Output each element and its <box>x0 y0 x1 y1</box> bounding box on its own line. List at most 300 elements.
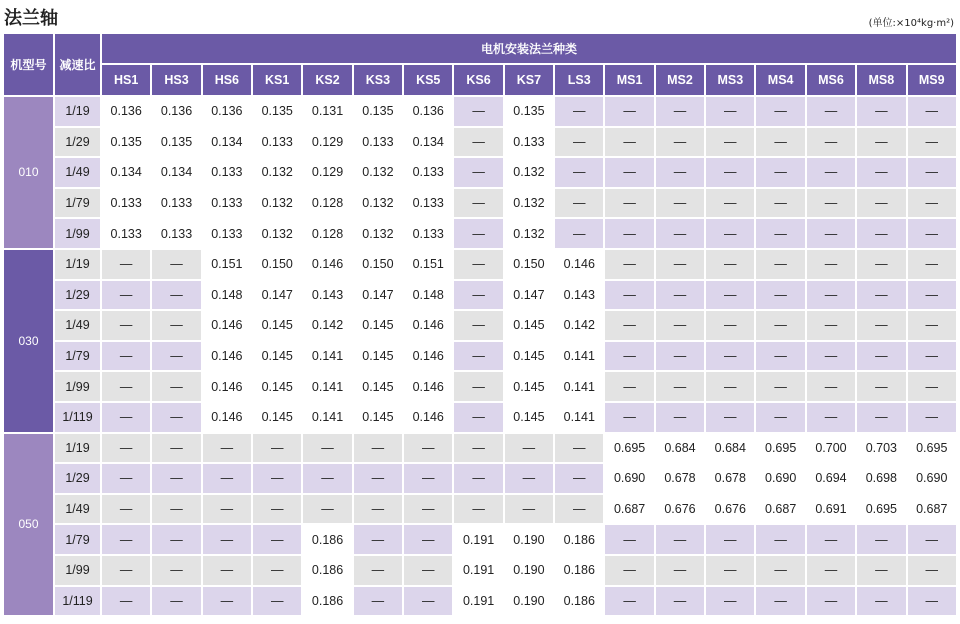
value-cell: 0.678 <box>656 464 704 493</box>
value-cell: 0.146 <box>404 342 452 371</box>
value-cell: — <box>253 525 301 554</box>
value-cell: — <box>253 495 301 524</box>
value-cell: — <box>102 281 150 310</box>
value-cell: 0.136 <box>404 97 452 126</box>
ratio-header: 减速比 <box>55 34 100 95</box>
value-cell: 0.691 <box>807 495 855 524</box>
flange-type-header: 电机安装法兰种类 <box>102 34 956 63</box>
table-row <box>4 128 956 157</box>
table-row <box>4 189 956 218</box>
value-cell: 0.690 <box>605 464 653 493</box>
value-cell: 0.143 <box>303 281 351 310</box>
value-cell: 0.134 <box>203 128 251 157</box>
value-cell: — <box>756 219 804 248</box>
value-cell: — <box>354 587 402 616</box>
value-cell: 0.190 <box>505 525 553 554</box>
value-cell: — <box>354 525 402 554</box>
value-cell: — <box>656 219 704 248</box>
value-cell: 0.700 <box>807 434 855 463</box>
value-cell: — <box>908 525 957 554</box>
value-cell: 0.133 <box>152 219 200 248</box>
value-cell: — <box>152 281 200 310</box>
value-cell: 0.141 <box>555 372 603 401</box>
ratio-cell: 1/19 <box>55 250 100 279</box>
value-cell: — <box>807 556 855 585</box>
value-cell: — <box>807 587 855 616</box>
value-cell: — <box>203 434 251 463</box>
value-cell: 0.133 <box>354 128 402 157</box>
model-cell: 050 <box>4 434 53 616</box>
value-cell: — <box>908 587 957 616</box>
value-cell: 0.135 <box>253 97 301 126</box>
table-row <box>4 464 956 493</box>
value-cell: — <box>152 342 200 371</box>
value-cell: 0.190 <box>505 587 553 616</box>
value-cell: — <box>756 189 804 218</box>
table-row <box>4 372 956 401</box>
value-cell: 0.145 <box>354 403 402 432</box>
value-cell: — <box>706 189 754 218</box>
table-row <box>4 525 956 554</box>
value-cell: 0.147 <box>253 281 301 310</box>
value-cell: — <box>303 495 351 524</box>
value-cell: 0.146 <box>404 403 452 432</box>
value-cell: 0.133 <box>404 189 452 218</box>
ratio-cell: 1/19 <box>55 434 100 463</box>
value-cell: — <box>152 587 200 616</box>
ratio-cell: 1/99 <box>55 556 100 585</box>
value-cell: — <box>605 250 653 279</box>
value-cell: 0.132 <box>253 219 301 248</box>
value-cell: — <box>454 342 502 371</box>
value-cell: 0.145 <box>505 342 553 371</box>
value-cell: — <box>303 464 351 493</box>
value-cell: — <box>908 372 957 401</box>
value-cell: — <box>756 556 804 585</box>
value-cell: — <box>807 525 855 554</box>
ratio-cell: 1/79 <box>55 189 100 218</box>
value-cell: — <box>857 525 905 554</box>
value-cell: — <box>756 128 804 157</box>
value-cell: 0.146 <box>404 372 452 401</box>
value-cell: 0.146 <box>404 311 452 340</box>
table-row <box>4 587 956 616</box>
value-cell: 0.135 <box>102 128 150 157</box>
value-cell: — <box>555 495 603 524</box>
value-cell: — <box>807 219 855 248</box>
value-cell: — <box>908 342 957 371</box>
inertia-table <box>2 32 958 617</box>
header-bar <box>0 0 960 32</box>
value-cell: — <box>605 556 653 585</box>
ratio-cell: 1/99 <box>55 372 100 401</box>
value-cell: 0.132 <box>354 158 402 187</box>
value-cell: — <box>102 587 150 616</box>
value-cell: — <box>756 342 804 371</box>
value-cell: — <box>807 189 855 218</box>
value-cell: 0.134 <box>102 158 150 187</box>
value-cell: — <box>605 525 653 554</box>
value-cell: 0.145 <box>354 342 402 371</box>
value-cell: 0.133 <box>102 219 150 248</box>
value-cell: 0.186 <box>555 525 603 554</box>
ratio-cell: 1/29 <box>55 281 100 310</box>
value-cell: 0.146 <box>203 403 251 432</box>
value-cell: 0.141 <box>303 403 351 432</box>
value-cell: — <box>706 342 754 371</box>
value-cell: — <box>354 464 402 493</box>
value-cell: — <box>756 250 804 279</box>
value-cell: — <box>857 189 905 218</box>
value-cell: 0.145 <box>505 403 553 432</box>
column-header-ks6: KS6 <box>454 65 502 95</box>
value-cell: 0.146 <box>555 250 603 279</box>
value-cell: — <box>102 434 150 463</box>
value-cell: — <box>102 372 150 401</box>
table-row <box>4 342 956 371</box>
value-cell: — <box>706 281 754 310</box>
value-cell: — <box>857 403 905 432</box>
value-cell: — <box>505 495 553 524</box>
value-cell: — <box>152 372 200 401</box>
column-header-ks7: KS7 <box>505 65 553 95</box>
table-row <box>4 219 956 248</box>
value-cell: — <box>354 495 402 524</box>
value-cell: — <box>203 525 251 554</box>
value-cell: — <box>656 97 704 126</box>
value-cell: 0.676 <box>706 495 754 524</box>
column-header-ms1: MS1 <box>605 65 653 95</box>
value-cell: 0.145 <box>354 311 402 340</box>
value-cell: — <box>404 556 452 585</box>
value-cell: — <box>807 372 855 401</box>
value-cell: 0.129 <box>303 158 351 187</box>
value-cell: 0.141 <box>303 372 351 401</box>
value-cell: — <box>908 250 957 279</box>
value-cell: — <box>454 311 502 340</box>
value-cell: 0.133 <box>152 189 200 218</box>
value-cell: — <box>404 464 452 493</box>
value-cell: — <box>857 311 905 340</box>
value-cell: — <box>454 434 502 463</box>
value-cell: 0.684 <box>706 434 754 463</box>
value-cell: 0.687 <box>756 495 804 524</box>
value-cell: — <box>555 128 603 157</box>
column-header-hs3: HS3 <box>152 65 200 95</box>
value-cell: — <box>756 372 804 401</box>
value-cell: — <box>454 403 502 432</box>
value-cell: — <box>656 556 704 585</box>
table-row <box>4 158 956 187</box>
value-cell: — <box>656 525 704 554</box>
value-cell: — <box>908 556 957 585</box>
value-cell: — <box>807 97 855 126</box>
column-header-ms3: MS3 <box>706 65 754 95</box>
value-cell: 0.133 <box>203 219 251 248</box>
value-cell: — <box>656 250 704 279</box>
table-row <box>4 495 956 524</box>
value-cell: 0.128 <box>303 189 351 218</box>
value-cell: 0.132 <box>505 219 553 248</box>
column-header-ks5: KS5 <box>404 65 452 95</box>
value-cell: — <box>807 342 855 371</box>
value-cell: 0.186 <box>303 556 351 585</box>
value-cell: 0.695 <box>857 495 905 524</box>
value-cell: 0.129 <box>303 128 351 157</box>
value-cell: 0.695 <box>756 434 804 463</box>
value-cell: — <box>454 281 502 310</box>
value-cell: 0.698 <box>857 464 905 493</box>
table-row <box>4 434 956 463</box>
value-cell: — <box>706 525 754 554</box>
value-cell: — <box>857 128 905 157</box>
value-cell: 0.141 <box>303 342 351 371</box>
value-cell: 0.146 <box>203 311 251 340</box>
value-cell: — <box>102 556 150 585</box>
value-cell: 0.190 <box>505 556 553 585</box>
value-cell: — <box>857 587 905 616</box>
value-cell: — <box>454 250 502 279</box>
value-cell: 0.132 <box>354 219 402 248</box>
value-cell: 0.136 <box>203 97 251 126</box>
value-cell: — <box>706 372 754 401</box>
value-cell: 0.690 <box>756 464 804 493</box>
ratio-cell: 1/49 <box>55 311 100 340</box>
ratio-cell: 1/99 <box>55 219 100 248</box>
value-cell: — <box>706 97 754 126</box>
value-cell: — <box>857 219 905 248</box>
value-cell: — <box>908 189 957 218</box>
value-cell: — <box>908 97 957 126</box>
value-cell: — <box>656 372 704 401</box>
value-cell: — <box>756 158 804 187</box>
model-cell: 030 <box>4 250 53 432</box>
value-cell: — <box>706 311 754 340</box>
column-header-ms6: MS6 <box>807 65 855 95</box>
value-cell: — <box>706 587 754 616</box>
value-cell: 0.150 <box>354 250 402 279</box>
value-cell: — <box>605 587 653 616</box>
column-header-hs1: HS1 <box>102 65 150 95</box>
value-cell: — <box>555 434 603 463</box>
value-cell: — <box>857 281 905 310</box>
value-cell: 0.678 <box>706 464 754 493</box>
value-cell: — <box>656 128 704 157</box>
value-cell: — <box>253 434 301 463</box>
ratio-cell: 1/49 <box>55 495 100 524</box>
value-cell: — <box>857 250 905 279</box>
value-cell: — <box>857 158 905 187</box>
value-cell: — <box>756 97 804 126</box>
value-cell: — <box>404 525 452 554</box>
column-header-ls3: LS3 <box>555 65 603 95</box>
value-cell: — <box>656 587 704 616</box>
value-cell: — <box>807 158 855 187</box>
value-cell: 0.186 <box>303 525 351 554</box>
value-cell: — <box>605 281 653 310</box>
value-cell: — <box>102 464 150 493</box>
value-cell: — <box>605 342 653 371</box>
value-cell: 0.150 <box>253 250 301 279</box>
value-cell: — <box>404 495 452 524</box>
value-cell: 0.133 <box>505 128 553 157</box>
value-cell: — <box>454 158 502 187</box>
value-cell: — <box>152 434 200 463</box>
value-cell: 0.145 <box>253 342 301 371</box>
value-cell: — <box>807 128 855 157</box>
value-cell: — <box>404 587 452 616</box>
column-header-ks1: KS1 <box>253 65 301 95</box>
table-row <box>4 556 956 585</box>
value-cell: 0.690 <box>908 464 957 493</box>
value-cell: — <box>203 587 251 616</box>
table-row <box>4 97 956 126</box>
value-cell: 0.694 <box>807 464 855 493</box>
value-cell: 0.134 <box>152 158 200 187</box>
value-cell: 0.145 <box>354 372 402 401</box>
value-cell: 0.687 <box>605 495 653 524</box>
value-cell: — <box>857 342 905 371</box>
value-cell: 0.143 <box>555 281 603 310</box>
value-cell: 0.134 <box>404 128 452 157</box>
value-cell: 0.132 <box>253 158 301 187</box>
value-cell: 0.684 <box>656 434 704 463</box>
value-cell: — <box>203 464 251 493</box>
value-cell: 0.132 <box>253 189 301 218</box>
value-cell: — <box>454 372 502 401</box>
column-header-hs6: HS6 <box>203 65 251 95</box>
value-cell: — <box>807 281 855 310</box>
value-cell: — <box>908 281 957 310</box>
column-header-ms8: MS8 <box>857 65 905 95</box>
value-cell: — <box>102 525 150 554</box>
value-cell: — <box>555 219 603 248</box>
value-cell: — <box>605 128 653 157</box>
value-cell: — <box>656 281 704 310</box>
value-cell: — <box>605 311 653 340</box>
value-cell: 0.191 <box>454 556 502 585</box>
value-cell: — <box>605 97 653 126</box>
value-cell: — <box>807 250 855 279</box>
value-cell: — <box>102 403 150 432</box>
value-cell: — <box>354 434 402 463</box>
value-cell: — <box>706 219 754 248</box>
value-cell: — <box>505 434 553 463</box>
value-cell: 0.191 <box>454 525 502 554</box>
value-cell: — <box>656 311 704 340</box>
value-cell: — <box>807 311 855 340</box>
value-cell: 0.146 <box>203 342 251 371</box>
value-cell: 0.135 <box>505 97 553 126</box>
value-cell: — <box>253 556 301 585</box>
value-cell: 0.145 <box>253 311 301 340</box>
value-cell: — <box>152 403 200 432</box>
value-cell: — <box>203 556 251 585</box>
table-row <box>4 311 956 340</box>
ratio-cell: 1/29 <box>55 464 100 493</box>
value-cell: — <box>454 97 502 126</box>
value-cell: 0.703 <box>857 434 905 463</box>
value-cell: 0.133 <box>404 219 452 248</box>
value-cell: 0.135 <box>354 97 402 126</box>
value-cell: — <box>756 281 804 310</box>
value-cell: 0.148 <box>203 281 251 310</box>
value-cell: 0.676 <box>656 495 704 524</box>
value-cell: — <box>354 556 402 585</box>
value-cell: — <box>908 219 957 248</box>
value-cell: 0.186 <box>555 587 603 616</box>
value-cell: — <box>152 250 200 279</box>
ratio-cell: 1/19 <box>55 97 100 126</box>
value-cell: 0.146 <box>303 250 351 279</box>
value-cell: — <box>102 250 150 279</box>
model-header: 机型号 <box>4 34 53 95</box>
value-cell: — <box>152 464 200 493</box>
value-cell: — <box>756 403 804 432</box>
value-cell: 0.132 <box>354 189 402 218</box>
value-cell: 0.133 <box>203 158 251 187</box>
value-cell: 0.145 <box>505 311 553 340</box>
value-cell: — <box>454 464 502 493</box>
value-cell: — <box>706 128 754 157</box>
value-cell: — <box>152 525 200 554</box>
value-cell: 0.141 <box>555 342 603 371</box>
value-cell: 0.145 <box>253 403 301 432</box>
value-cell: — <box>656 342 704 371</box>
value-cell: — <box>605 372 653 401</box>
ratio-cell: 1/29 <box>55 128 100 157</box>
value-cell: 0.128 <box>303 219 351 248</box>
value-cell: — <box>857 372 905 401</box>
value-cell: — <box>102 495 150 524</box>
value-cell: — <box>404 434 452 463</box>
value-cell: 0.146 <box>203 372 251 401</box>
value-cell: 0.148 <box>404 281 452 310</box>
value-cell: — <box>102 342 150 371</box>
value-cell: — <box>454 495 502 524</box>
value-cell: 0.133 <box>102 189 150 218</box>
value-cell: — <box>505 464 553 493</box>
column-header-ks2: KS2 <box>303 65 351 95</box>
value-cell: 0.132 <box>505 158 553 187</box>
value-cell: — <box>454 219 502 248</box>
value-cell: — <box>203 495 251 524</box>
value-cell: — <box>555 97 603 126</box>
value-cell: 0.687 <box>908 495 957 524</box>
value-cell: 0.191 <box>454 587 502 616</box>
value-cell: 0.147 <box>354 281 402 310</box>
value-cell: 0.695 <box>605 434 653 463</box>
value-cell: — <box>756 587 804 616</box>
value-cell: — <box>454 189 502 218</box>
value-cell: 0.695 <box>908 434 957 463</box>
value-cell: 0.151 <box>203 250 251 279</box>
value-cell: — <box>706 158 754 187</box>
value-cell: — <box>555 189 603 218</box>
value-cell: — <box>706 556 754 585</box>
model-cell: 010 <box>4 97 53 248</box>
table-row <box>4 281 956 310</box>
value-cell: — <box>656 158 704 187</box>
page-title: 法兰轴 <box>4 8 58 29</box>
value-cell: 0.141 <box>555 403 603 432</box>
value-cell: 0.133 <box>404 158 452 187</box>
value-cell: 0.151 <box>404 250 452 279</box>
value-cell: — <box>253 464 301 493</box>
value-cell: 0.142 <box>303 311 351 340</box>
value-cell: 0.136 <box>102 97 150 126</box>
value-cell: — <box>152 495 200 524</box>
